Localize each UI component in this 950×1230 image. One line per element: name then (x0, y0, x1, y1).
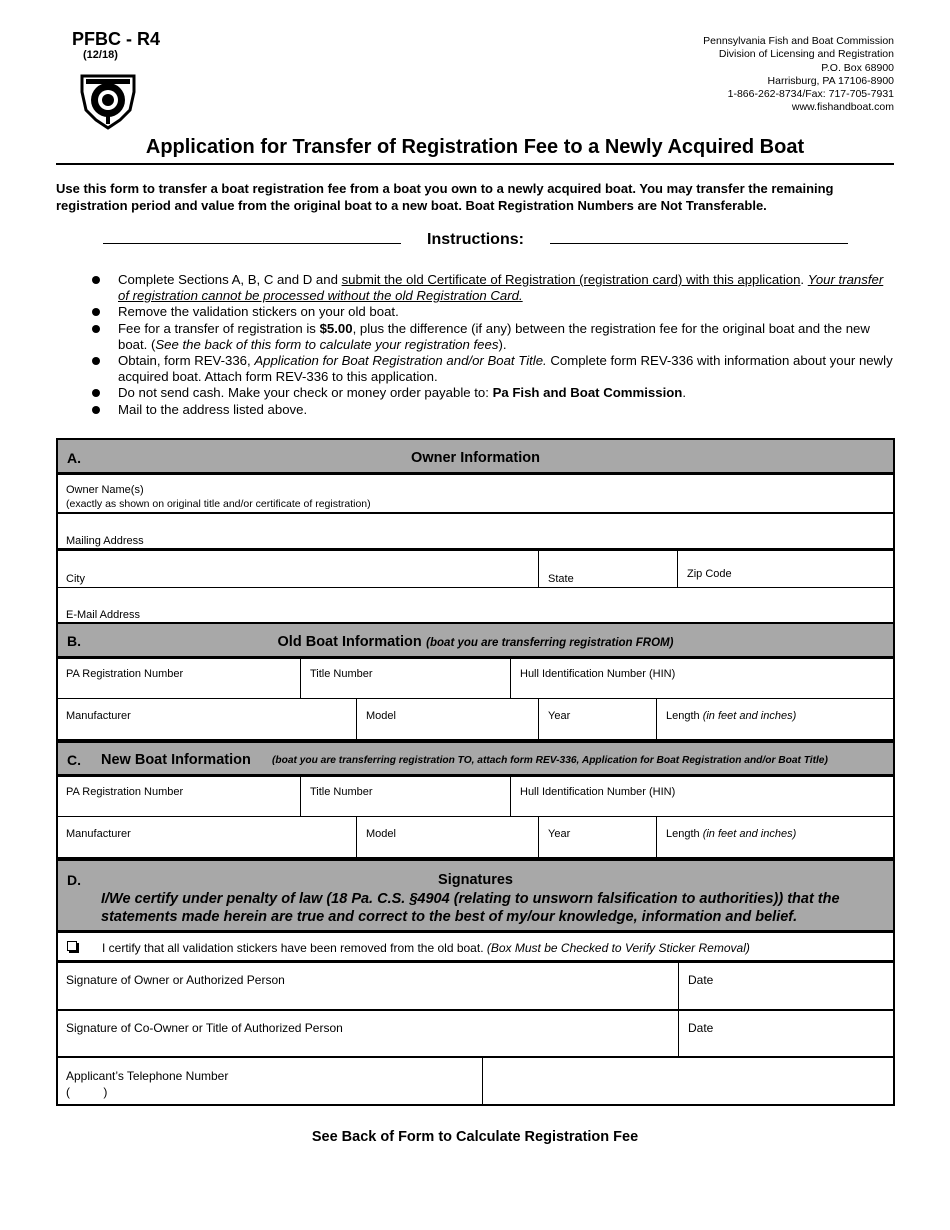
owner-signature-label: Signature of Owner or Authorized Person (66, 973, 285, 987)
instruction-item: Remove the validation stickers on your old boat. (90, 304, 895, 320)
new-year-field[interactable] (538, 816, 657, 859)
agency-phone: 1-866-262-8734/Fax: 717-705-7931 (727, 88, 894, 101)
blank-field (482, 1057, 895, 1106)
agency-division: Division of Licensing and Registration (718, 48, 894, 61)
agency-city: Harrisburg, PA 17106-8900 (767, 74, 894, 87)
new-hin-field[interactable] (510, 776, 895, 817)
coowner-signature-label: Signature of Co-Owner or Title of Authorized Person (66, 1021, 343, 1035)
intro-text: Use this form to transfer a boat registration fee from a boat you own to a newly acquired boat. You may transfer the remaining registration period and value from the original boat to a new boat. Boat Registration Numbers are Not Transferable. (56, 181, 834, 213)
instructions-title: Instructions: (427, 231, 524, 248)
section-d-header (56, 859, 895, 932)
mailing-address-field[interactable] (56, 513, 895, 550)
agency-website[interactable]: www.fishandboat.com (791, 101, 894, 114)
new-pa-registration-field[interactable] (56, 776, 301, 817)
old-year-field[interactable] (538, 698, 657, 741)
email-field[interactable] (56, 587, 895, 623)
owner-names-field[interactable] (56, 474, 895, 513)
old-pa-registration-field[interactable] (56, 658, 301, 699)
instruction-item: Obtain, form REV-336, Application for Boat Registration and/or Boat Title. Complete form REV-336 with information about your newly acquired boat. Attach form REV-336 to this application. (90, 353, 895, 385)
new-length-field[interactable] (656, 816, 895, 859)
section-a-letter: A. (67, 450, 81, 466)
old-manufacturer-field[interactable] (56, 698, 357, 741)
new-length-label: Length (in feet and inches) (666, 828, 797, 840)
footer-note: See Back of Form to Calculate Registration Fee (311, 1129, 639, 1145)
title-divider (56, 163, 894, 165)
owner-names-note: (exactly as shown on original title and/or certificate of registration) (66, 498, 371, 510)
form-revision: (12/18) (83, 49, 118, 61)
instruction-item: Mail to the address listed above. (90, 402, 895, 418)
state-label: State (548, 573, 574, 585)
coowner-date-field[interactable] (678, 1010, 895, 1058)
section-b-header (56, 622, 895, 658)
new-hin-label: Hull Identification Number (HIN) (520, 786, 676, 798)
section-c-letter: C. (67, 752, 81, 768)
old-hin-label: Hull Identification Number (HIN) (520, 668, 676, 680)
mailing-address-label: Mailing Address (66, 535, 144, 547)
new-model-label: Model (366, 828, 396, 840)
owner-date-label: Date (688, 973, 714, 987)
instruction-item: Do not send cash. Make your check or money order payable to: Pa Fish and Boat Commission. (90, 385, 895, 401)
section-d-title: Signatures (438, 872, 513, 888)
old-length-field[interactable] (656, 698, 895, 741)
applicant-phone-parens: ( ) (66, 1085, 108, 1099)
section-c-title: New Boat Information (101, 752, 251, 768)
instructions-rule-right (550, 243, 848, 244)
new-title-number-field[interactable] (300, 776, 511, 817)
zip-label: Zip Code (687, 568, 732, 580)
form-title: Application for Transfer of Registration Fee to a Newly Acquired Boat (145, 136, 805, 158)
section-b-note: (boat you are transferring registration FROM) (426, 637, 674, 649)
zip-field[interactable] (677, 550, 895, 588)
old-length-label: Length (in feet and inches) (666, 710, 797, 722)
old-model-field[interactable] (356, 698, 539, 741)
instruction-item: Complete Sections A, B, C and D and submit the old Certificate of Registration (registration card) with this application. Your transfer of registration cannot be processed without the old Registration Card. (90, 272, 895, 304)
sticker-removal-checkbox[interactable] (67, 941, 77, 951)
owner-date-field[interactable] (678, 962, 895, 1011)
email-label: E-Mail Address (66, 609, 140, 621)
old-hin-field[interactable] (510, 658, 895, 699)
new-model-field[interactable] (356, 816, 539, 859)
owner-names-label: Owner Name(s) (66, 484, 144, 496)
instruction-item: Fee for a transfer of registration is $5.00, plus the difference (if any) between the registration fee for the original boat and the new boat. (See the back of this form to calculate your registration fees). (90, 321, 895, 353)
agency-po-box: P.O. Box 68900 (821, 61, 894, 74)
owner-signature-field[interactable] (56, 962, 679, 1011)
sticker-certification-row (56, 932, 895, 962)
section-a-title: Owner Information (411, 450, 540, 466)
section-b-heading (58, 633, 893, 651)
agency-name: Pennsylvania Fish and Boat Commission (703, 35, 894, 47)
instructions-list (90, 272, 895, 418)
sticker-certification-text: I certify that all validation stickers have been removed from the old boat. (Box Must be Checked to Verify Sticker Removal) (102, 941, 750, 955)
new-title-number-label: Title Number (310, 786, 373, 798)
pfbc-seal-logo (76, 70, 140, 134)
old-title-number-label: Title Number (310, 668, 373, 680)
applicant-phone-field[interactable] (56, 1057, 483, 1106)
new-manufacturer-label: Manufacturer (66, 828, 131, 840)
city-field[interactable] (56, 550, 539, 588)
new-year-label: Year (548, 828, 571, 840)
section-a-header (56, 438, 895, 474)
section-b-letter: B. (67, 633, 81, 649)
city-label: City (66, 573, 85, 585)
certification-statement: I/We certify under penalty of law (18 Pa. C.S. §4904 (relating to unsworn falsification to authorities)) that the statements made herein are true and correct to the best of my/our knowledge, information and belief. (101, 891, 840, 925)
instructions-rule-left (103, 243, 401, 244)
applicant-phone-label: Applicant’s Telephone Number (66, 1069, 229, 1083)
section-c-note: (boat you are transferring registration TO, attach form REV-336, Application for Boat Registration and/or Boat Title) (272, 755, 828, 766)
coowner-date-label: Date (688, 1021, 714, 1035)
form-id: PFBC - R4 (72, 29, 161, 49)
agency-address (703, 35, 894, 115)
section-d-letter: D. (67, 872, 81, 888)
new-pa-registration-label: PA Registration Number (66, 786, 184, 798)
state-field[interactable] (538, 550, 678, 588)
section-b-title: Old Boat Information (277, 634, 422, 650)
old-model-label: Model (366, 710, 396, 722)
section-c-header (56, 741, 895, 776)
old-title-number-field[interactable] (300, 658, 511, 699)
old-pa-registration-label: PA Registration Number (66, 668, 184, 680)
coowner-signature-field[interactable] (56, 1010, 679, 1058)
new-manufacturer-field[interactable] (56, 816, 357, 859)
old-year-label: Year (548, 710, 571, 722)
old-manufacturer-label: Manufacturer (66, 710, 131, 722)
